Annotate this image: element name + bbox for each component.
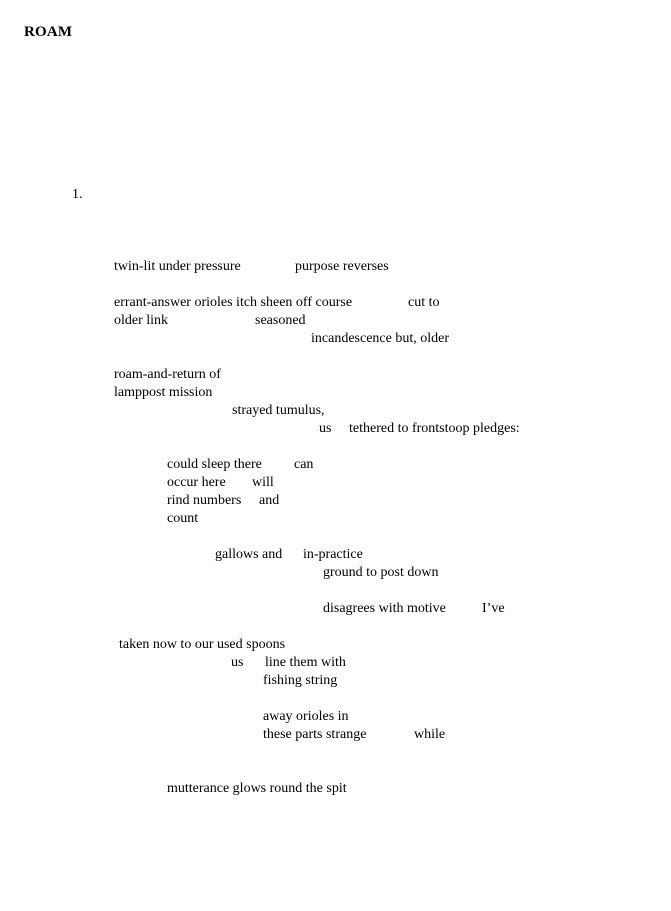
poem-line: gallows and: [215, 547, 283, 562]
poem-line: I’ve: [482, 601, 505, 616]
poem-line: lamppost mission: [114, 385, 213, 400]
poem-line: and: [259, 493, 280, 508]
poem-line: incandescence but, older: [311, 331, 449, 346]
poem-line: line them with: [265, 655, 346, 670]
poem-line: away orioles in: [263, 709, 349, 724]
poem-line: could sleep there: [167, 457, 262, 472]
poem-line: count: [167, 511, 199, 526]
poem-line: mutterance glows round the spit: [167, 781, 347, 796]
poem-line: ground to post down: [323, 565, 439, 580]
poem-line: can: [294, 457, 314, 472]
poem-line: us: [319, 421, 332, 436]
poem-line: strayed tumulus,: [232, 403, 325, 418]
poem-line: rind numbers: [167, 493, 242, 508]
section-number: 1.: [72, 187, 83, 202]
poem-line: taken now to our used spoons: [119, 637, 286, 652]
poem-line: fishing string: [263, 673, 338, 688]
poem-line: roam-and-return of: [114, 367, 221, 382]
poem-line: tethered to frontstoop pledges:: [349, 421, 520, 436]
poem-line: seasoned: [255, 313, 306, 328]
poem-line: occur here: [167, 475, 226, 490]
poem-line: twin-lit under pressure: [114, 259, 241, 274]
poem-line: purpose reverses: [295, 259, 389, 274]
poem-line: us: [231, 655, 244, 670]
poem-line: cut to: [408, 295, 440, 310]
poem-line: these parts strange: [263, 727, 367, 742]
poem-line: errant-answer orioles itch sheen off course: [114, 295, 353, 310]
poem-line: disagrees with motive: [323, 601, 446, 616]
poem-line: while: [414, 727, 446, 742]
poem-line: in-practice: [303, 547, 363, 562]
poem-title: ROAM: [24, 24, 73, 40]
poem-line: older link: [114, 313, 169, 328]
poem-line: will: [252, 475, 274, 490]
